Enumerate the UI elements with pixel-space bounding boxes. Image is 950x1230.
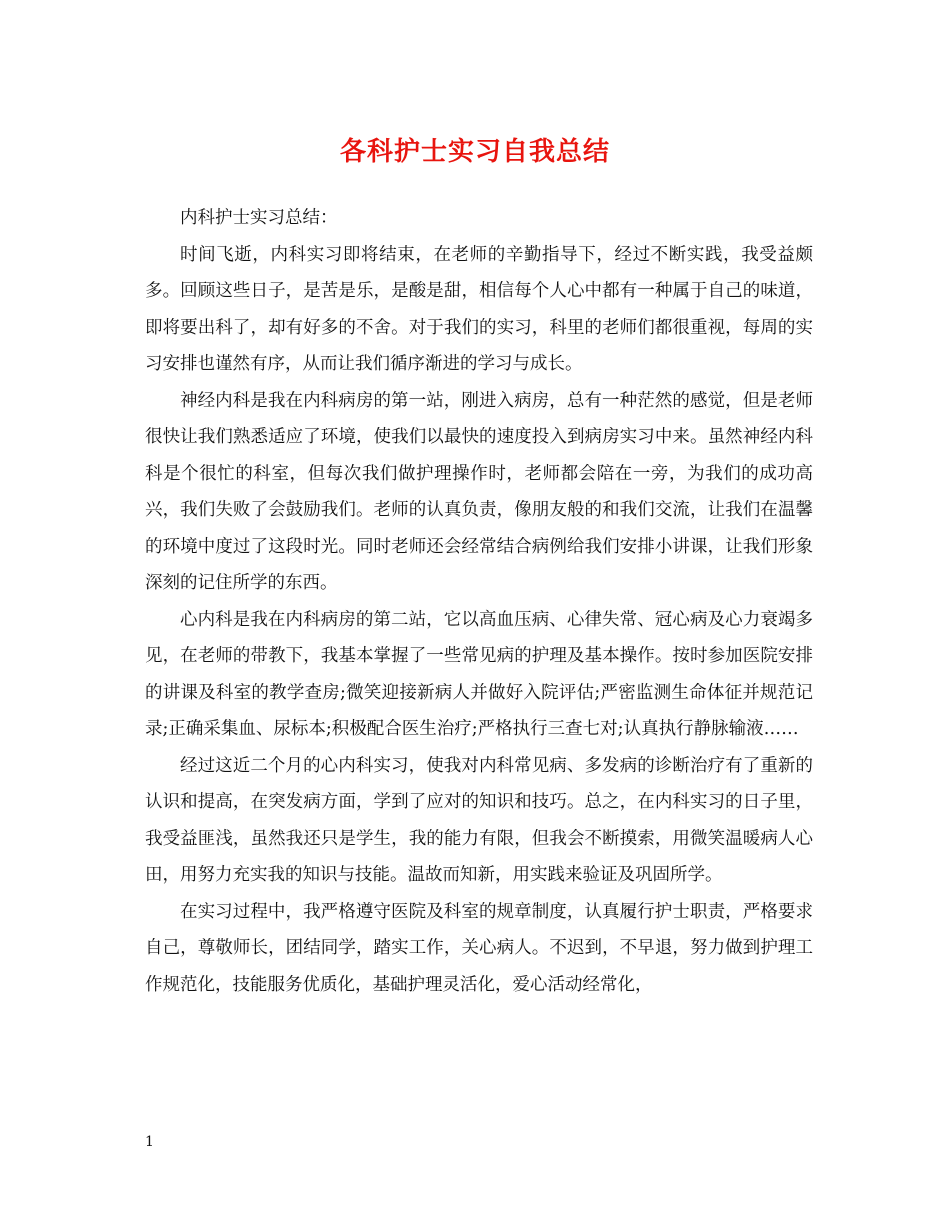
- document-title: 各科护士实习自我总结: [339, 137, 610, 167]
- paragraph: 经过这近二个月的心内科实习，使我对内科常见病、多发病的诊断治疗有了重新的认识和提高，在突发病方面，学到了应对的知识和技巧。总之，在内科实习的日子里，我受益匪浅，虽然我还只是学生，我的能力有限，但我会不断摸索，用微笑温暖病人心田，用努力充实我的知识与技能。温故而知新，用实践来验证及巩固所学。: [145, 755, 813, 885]
- paragraph: 时间飞逝，内科实习即将结束，在老师的辛勤指导下，经过不断实践，我受益颇多。回顾这些日子，是苦是乐，是酸是甜，相信每个人心中都有一种属于自己的味道，即将要出科了，却有好多的不舍。对于我们的实习，科里的老师们都很重视，每周的实习安排也谨然有序，从而让我们循序渐进的学习与成长。: [145, 244, 813, 374]
- paragraph-section-heading: 内科护士实习总结：: [180, 208, 338, 228]
- paragraph: 心内科是我在内科病房的第二站，它以高血压病、心律失常、冠心病及心力衰竭多见，在老师的带教下，我基本掌握了一些常见病的护理及基本操作。按时参加医院安排的讲课及科室的教学查房;微笑迎接新病人并做好入院评估;严密监测生命体征并规范记录;正确采集血、尿标本;积极配合医生治疗;严格执行三查七对;认真执行静脉输液……: [145, 609, 813, 739]
- paragraph: 神经内科是我在内科病房的第一站，刚进入病房，总有一种茫然的感觉，但是老师很快让我们熟悉适应了环境，使我们以最快的速度投入到病房实习中来。虽然神经内科科是个很忙的科室，但每次我们做护理操作时，老师都会陪在一旁，为我们的成功高兴，我们失败了会鼓励我们。老师的认真负责，像朋友般的和我们交流，让我们在温馨的环境中度过了这段时光。同时老师还会经常结合病例给我们安排小讲课，让我们形象深刻的记住所学的东西。: [145, 390, 813, 593]
- page-number: 1: [145, 1134, 154, 1150]
- document-body: [145, 200, 813, 1003]
- paragraph: 在实习过程中，我严格遵守医院及科室的规章制度，认真履行护士职责，严格要求自己，尊敬师长，团结同学，踏实工作，关心病人。不迟到，不早退，努力做到护理工作规范化，技能服务优质化，基础护理灵活化，爱心活动经常化，: [145, 901, 813, 995]
